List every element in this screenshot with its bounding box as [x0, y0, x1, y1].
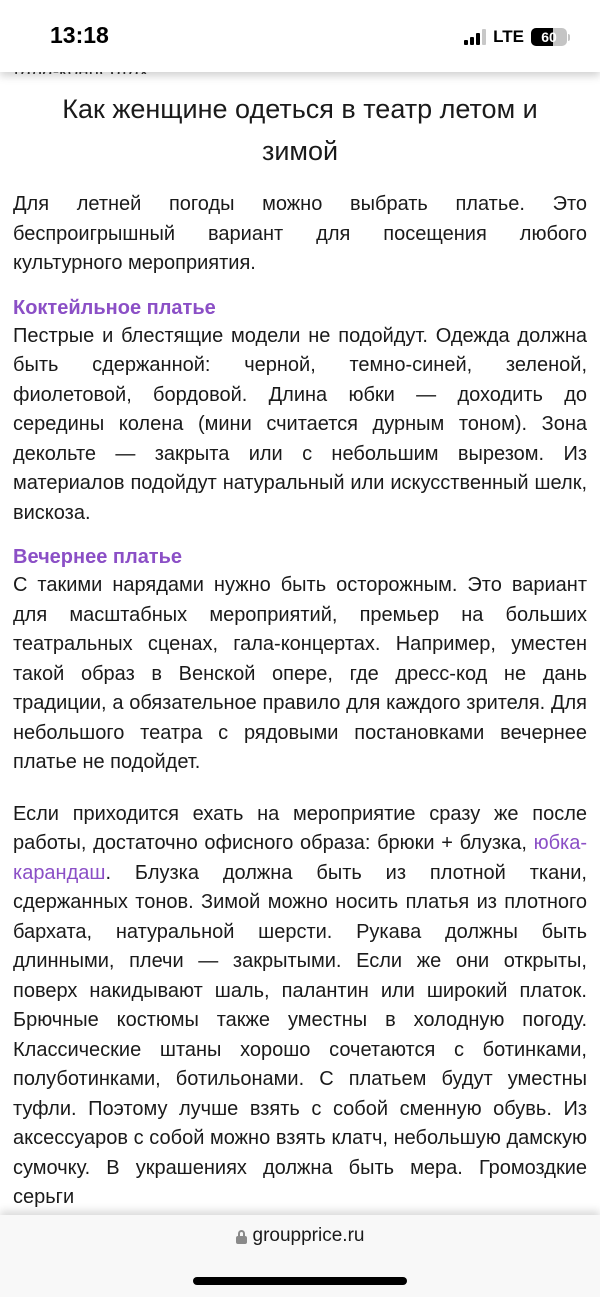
intro-paragraph: Для летней погоды можно выбрать платье. Это беспроигрышный вариант для посещения любого культурного мероприятия. — [13, 193, 587, 274]
section-heading-cocktail-dress: Коктейльное платье — [13, 296, 216, 319]
article — [0, 72, 600, 1228]
closing-text-end: . Блузка должна быть из плотной ткани, сдержанных тонов. Зимой можно носить платья из плотного бархата, натуральной шерсти. Рукава должны быть длинными, плечи — закрытыми. Если же они открыты, поверх накидывают шаль, палантин или широкий платок. Брючные костюмы также уместны в холодную погоду. Классические штаны хорошо сочетаются с ботинками, полуботинками, ботильонами. С платьем будут уместны туфли. Поэтому лучше взять с собой сменную обувь. Из аксессуаров с собой можно взять клатч, небольшую дамскую сумочку. В украшениях должна быть мера. Громоздкие серьги — [13, 861, 587, 1208]
closing-paragraph — [13, 800, 587, 1213]
address-bar[interactable] — [0, 1225, 600, 1247]
browser-bottom-bar — [0, 1215, 600, 1297]
status-bar — [0, 0, 600, 72]
article-title: Как женщине одеться в театр летом и зимой — [62, 94, 538, 166]
section-text-cocktail-dress: Пестрые и блестящие модели не подойдут. Одежда должна быть сдержанной: черной, темно-синей, зеленой, фиолетовой, бордовой. Длина юбки — доходить до середины колена (мини считается дурным тоном). Зона декольте — закрыта или с небольшим вырезом. Из материалов подойдут натуральный или искусственный шелк, вискоза. — [13, 324, 587, 524]
section-text-evening-dress: С такими нарядами нужно быть осторожным. Это вариант для масштабных мероприятий, премьер на больших театральных сценах, гала-концертах. Например, уместен такой образ в Венской опере, где дресс-код не дань традиции, а обязательное правило для каждого зрителя. Для небольшого театра с рядовыми постановками вечернее платье не подойдет. — [13, 574, 587, 773]
battery-icon — [531, 28, 570, 46]
section-heading-evening-dress: Вечернее платье — [13, 546, 183, 568]
pencil-skirt-link[interactable]: юбка-карандаш — [13, 832, 587, 884]
status-indicators — [464, 27, 570, 47]
status-time: 13:18 — [50, 22, 109, 48]
battery-level: 60 — [541, 29, 557, 45]
home-indicator[interactable] — [193, 1277, 407, 1285]
network-type: LTE — [493, 27, 524, 46]
signal-icon — [464, 29, 486, 45]
url-text[interactable]: groupprice.ru — [252, 1225, 365, 1246]
closing-text-start: Если приходится ехать на мероприятие сразу же после работы, достаточно офисного образа: брюки + блузка, — [13, 802, 587, 854]
lock-icon — [236, 1230, 247, 1244]
